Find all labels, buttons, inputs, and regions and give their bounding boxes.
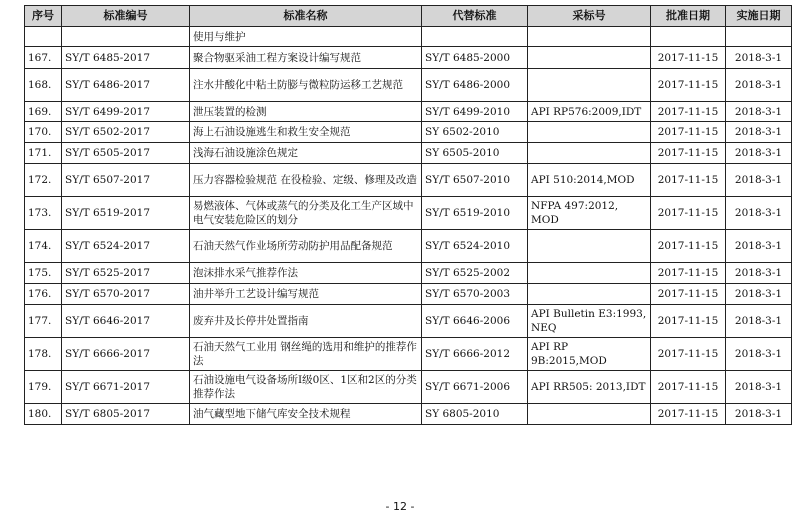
standard-name: 废弃井及长停井处置指南: [190, 305, 422, 338]
adopted-standard: [528, 284, 651, 305]
header-effective: 实施日期: [726, 6, 792, 27]
standard-code: SY/T 6485-2017: [62, 47, 190, 69]
approval-date: 2017-11-15: [651, 122, 726, 143]
standard-name: 注水井酸化中粘土防膨与微粒防运移工艺规范: [190, 69, 422, 102]
table-row: [25, 143, 792, 164]
approval-date: 2017-11-15: [651, 305, 726, 338]
table-row: [25, 404, 792, 425]
table-row: [25, 230, 792, 263]
row-number: 171.: [25, 143, 62, 164]
table-row: [25, 338, 792, 371]
standard-code: SY/T 6505-2017: [62, 143, 190, 164]
effective-date: 2018-3-1: [726, 305, 792, 338]
effective-date: 2018-3-1: [726, 230, 792, 263]
header-approved: 批准日期: [651, 6, 726, 27]
standard-name: 浅海石油设施涂色规定: [190, 143, 422, 164]
header-replaces: 代替标准: [422, 6, 528, 27]
effective-date: 2018-3-1: [726, 284, 792, 305]
replaced-standard: SY/T 6525-2002: [422, 263, 528, 284]
effective-date: 2018-3-1: [726, 143, 792, 164]
row-number: 179.: [25, 371, 62, 404]
standard-name: 泄压装置的检测: [190, 102, 422, 122]
effective-date: 2018-3-1: [726, 197, 792, 230]
table-row: [25, 47, 792, 69]
effective-date: 2018-3-1: [726, 338, 792, 371]
table-row: [25, 371, 792, 404]
replaced-standard: SY/T 6666-2012: [422, 338, 528, 371]
standard-code: SY/T 6524-2017: [62, 230, 190, 263]
standard-code: SY/T 6519-2017: [62, 197, 190, 230]
replaced-standard: SY/T 6486-2000: [422, 69, 528, 102]
replaced-standard: SY/T 6570-2003: [422, 284, 528, 305]
approval-date: 2017-11-15: [651, 230, 726, 263]
row-number: 167.: [25, 47, 62, 69]
adopted-standard: [528, 404, 651, 425]
replaced-standard: SY/T 6507-2010: [422, 164, 528, 197]
adopted-standard: [528, 143, 651, 164]
adopted-standard: [528, 47, 651, 69]
table-header-row: [25, 6, 792, 27]
replaced-standard: SY 6805-2010: [422, 404, 528, 425]
adopted-standard: NFPA 497:2012, MOD: [528, 197, 651, 230]
effective-date: 2018-3-1: [726, 263, 792, 284]
standard-code: SY/T 6646-2017: [62, 305, 190, 338]
standard-code: SY/T 6499-2017: [62, 102, 190, 122]
row-number: 178.: [25, 338, 62, 371]
standard-name: 油气藏型地下储气库安全技术规程: [190, 404, 422, 425]
replaced-standard: SY/T 6671-2006: [422, 371, 528, 404]
replaced-standard: SY/T 6646-2006: [422, 305, 528, 338]
replaced-standard: SY/T 6524-2010: [422, 230, 528, 263]
adopted-standard: API RR505: 2013,IDT: [528, 371, 651, 404]
approval-date: 2017-11-15: [651, 404, 726, 425]
standard-name: 泡沫排水采气推荐作法: [190, 263, 422, 284]
effective-date: 2018-3-1: [726, 371, 792, 404]
table-row: [25, 305, 792, 338]
adopted-standard: [528, 230, 651, 263]
approval-date: 2017-11-15: [651, 164, 726, 197]
adopted-standard: API RP576:2009,IDT: [528, 102, 651, 122]
continuation-row: [25, 27, 792, 47]
adopted-standard: [528, 263, 651, 284]
approval-date: 2017-11-15: [651, 197, 726, 230]
approval-date: 2017-11-15: [651, 102, 726, 122]
row-number: 177.: [25, 305, 62, 338]
row-number: 173.: [25, 197, 62, 230]
standard-code: SY/T 6486-2017: [62, 69, 190, 102]
adopted-standard: API Bulletin E3:1993, NEQ: [528, 305, 651, 338]
approval-date: 2017-11-15: [651, 143, 726, 164]
replaced-standard: SY 6502-2010: [422, 122, 528, 143]
table-row: [25, 102, 792, 122]
effective-date: 2018-3-1: [726, 404, 792, 425]
standard-name: 石油设施电气设备场所Ⅰ级0区、1区和2区的分类推荐作法: [190, 371, 422, 404]
approval-date: 2017-11-15: [651, 69, 726, 102]
row-number: 175.: [25, 263, 62, 284]
effective-date: 2018-3-1: [726, 69, 792, 102]
adopted-standard: API RP 9B:2015,MOD: [528, 338, 651, 371]
approval-date: 2017-11-15: [651, 47, 726, 69]
header-code: 标准编号: [62, 6, 190, 27]
effective-date: 2018-3-1: [726, 102, 792, 122]
replaced-standard: SY/T 6499-2010: [422, 102, 528, 122]
replaced-standard: SY/T 6519-2010: [422, 197, 528, 230]
standard-code: SY/T 6525-2017: [62, 263, 190, 284]
standard-code: SY/T 6671-2017: [62, 371, 190, 404]
effective-date: 2018-3-1: [726, 164, 792, 197]
standard-name: 油井举升工艺设计编写规范: [190, 284, 422, 305]
replaced-standard: SY 6505-2010: [422, 143, 528, 164]
standard-name: 海上石油设施逃生和救生安全规范: [190, 122, 422, 143]
replaced-standard: SY/T 6485-2000: [422, 47, 528, 69]
row-number: 176.: [25, 284, 62, 305]
row-number: 168.: [25, 69, 62, 102]
standard-name: 聚合物驱采油工程方案设计编写规范: [190, 47, 422, 69]
table-row: [25, 284, 792, 305]
page-number: - 12 -: [385, 500, 415, 513]
approval-date: 2017-11-15: [651, 338, 726, 371]
approval-date: 2017-11-15: [651, 263, 726, 284]
header-seq: 序号: [25, 6, 62, 27]
header-name: 标准名称: [190, 6, 422, 27]
row-number: 174.: [25, 230, 62, 263]
header-adopted: 采标号: [528, 6, 651, 27]
table-row: [25, 263, 792, 284]
standards-table: [24, 5, 792, 425]
table-row: [25, 164, 792, 197]
table-row: [25, 197, 792, 230]
row-number: 169.: [25, 102, 62, 122]
standard-code: SY/T 6507-2017: [62, 164, 190, 197]
approval-date: 2017-11-15: [651, 284, 726, 305]
standard-code: SY/T 6502-2017: [62, 122, 190, 143]
standard-code: SY/T 6666-2017: [62, 338, 190, 371]
adopted-standard: [528, 69, 651, 102]
standard-code: SY/T 6570-2017: [62, 284, 190, 305]
table-row: [25, 122, 792, 143]
adopted-standard: API 510:2014,MOD: [528, 164, 651, 197]
standard-name: 石油天然气工业用 钢丝绳的选用和维护的推荐作法: [190, 338, 422, 371]
approval-date: 2017-11-15: [651, 371, 726, 404]
adopted-standard: [528, 122, 651, 143]
effective-date: 2018-3-1: [726, 122, 792, 143]
standard-name: 易燃液体、气体或蒸气的分类及化工生产区域中电气安装危险区的划分: [190, 197, 422, 230]
continuation-text: 使用与维护: [190, 27, 422, 47]
effective-date: 2018-3-1: [726, 47, 792, 69]
standard-code: SY/T 6805-2017: [62, 404, 190, 425]
row-number: 172.: [25, 164, 62, 197]
table-row: [25, 69, 792, 102]
row-number: 170.: [25, 122, 62, 143]
standard-name: 石油天然气作业场所劳动防护用品配备规范: [190, 230, 422, 263]
row-number: 180.: [25, 404, 62, 425]
standard-name: 压力容器检验规范 在役检验、定级、修理及改造: [190, 164, 422, 197]
